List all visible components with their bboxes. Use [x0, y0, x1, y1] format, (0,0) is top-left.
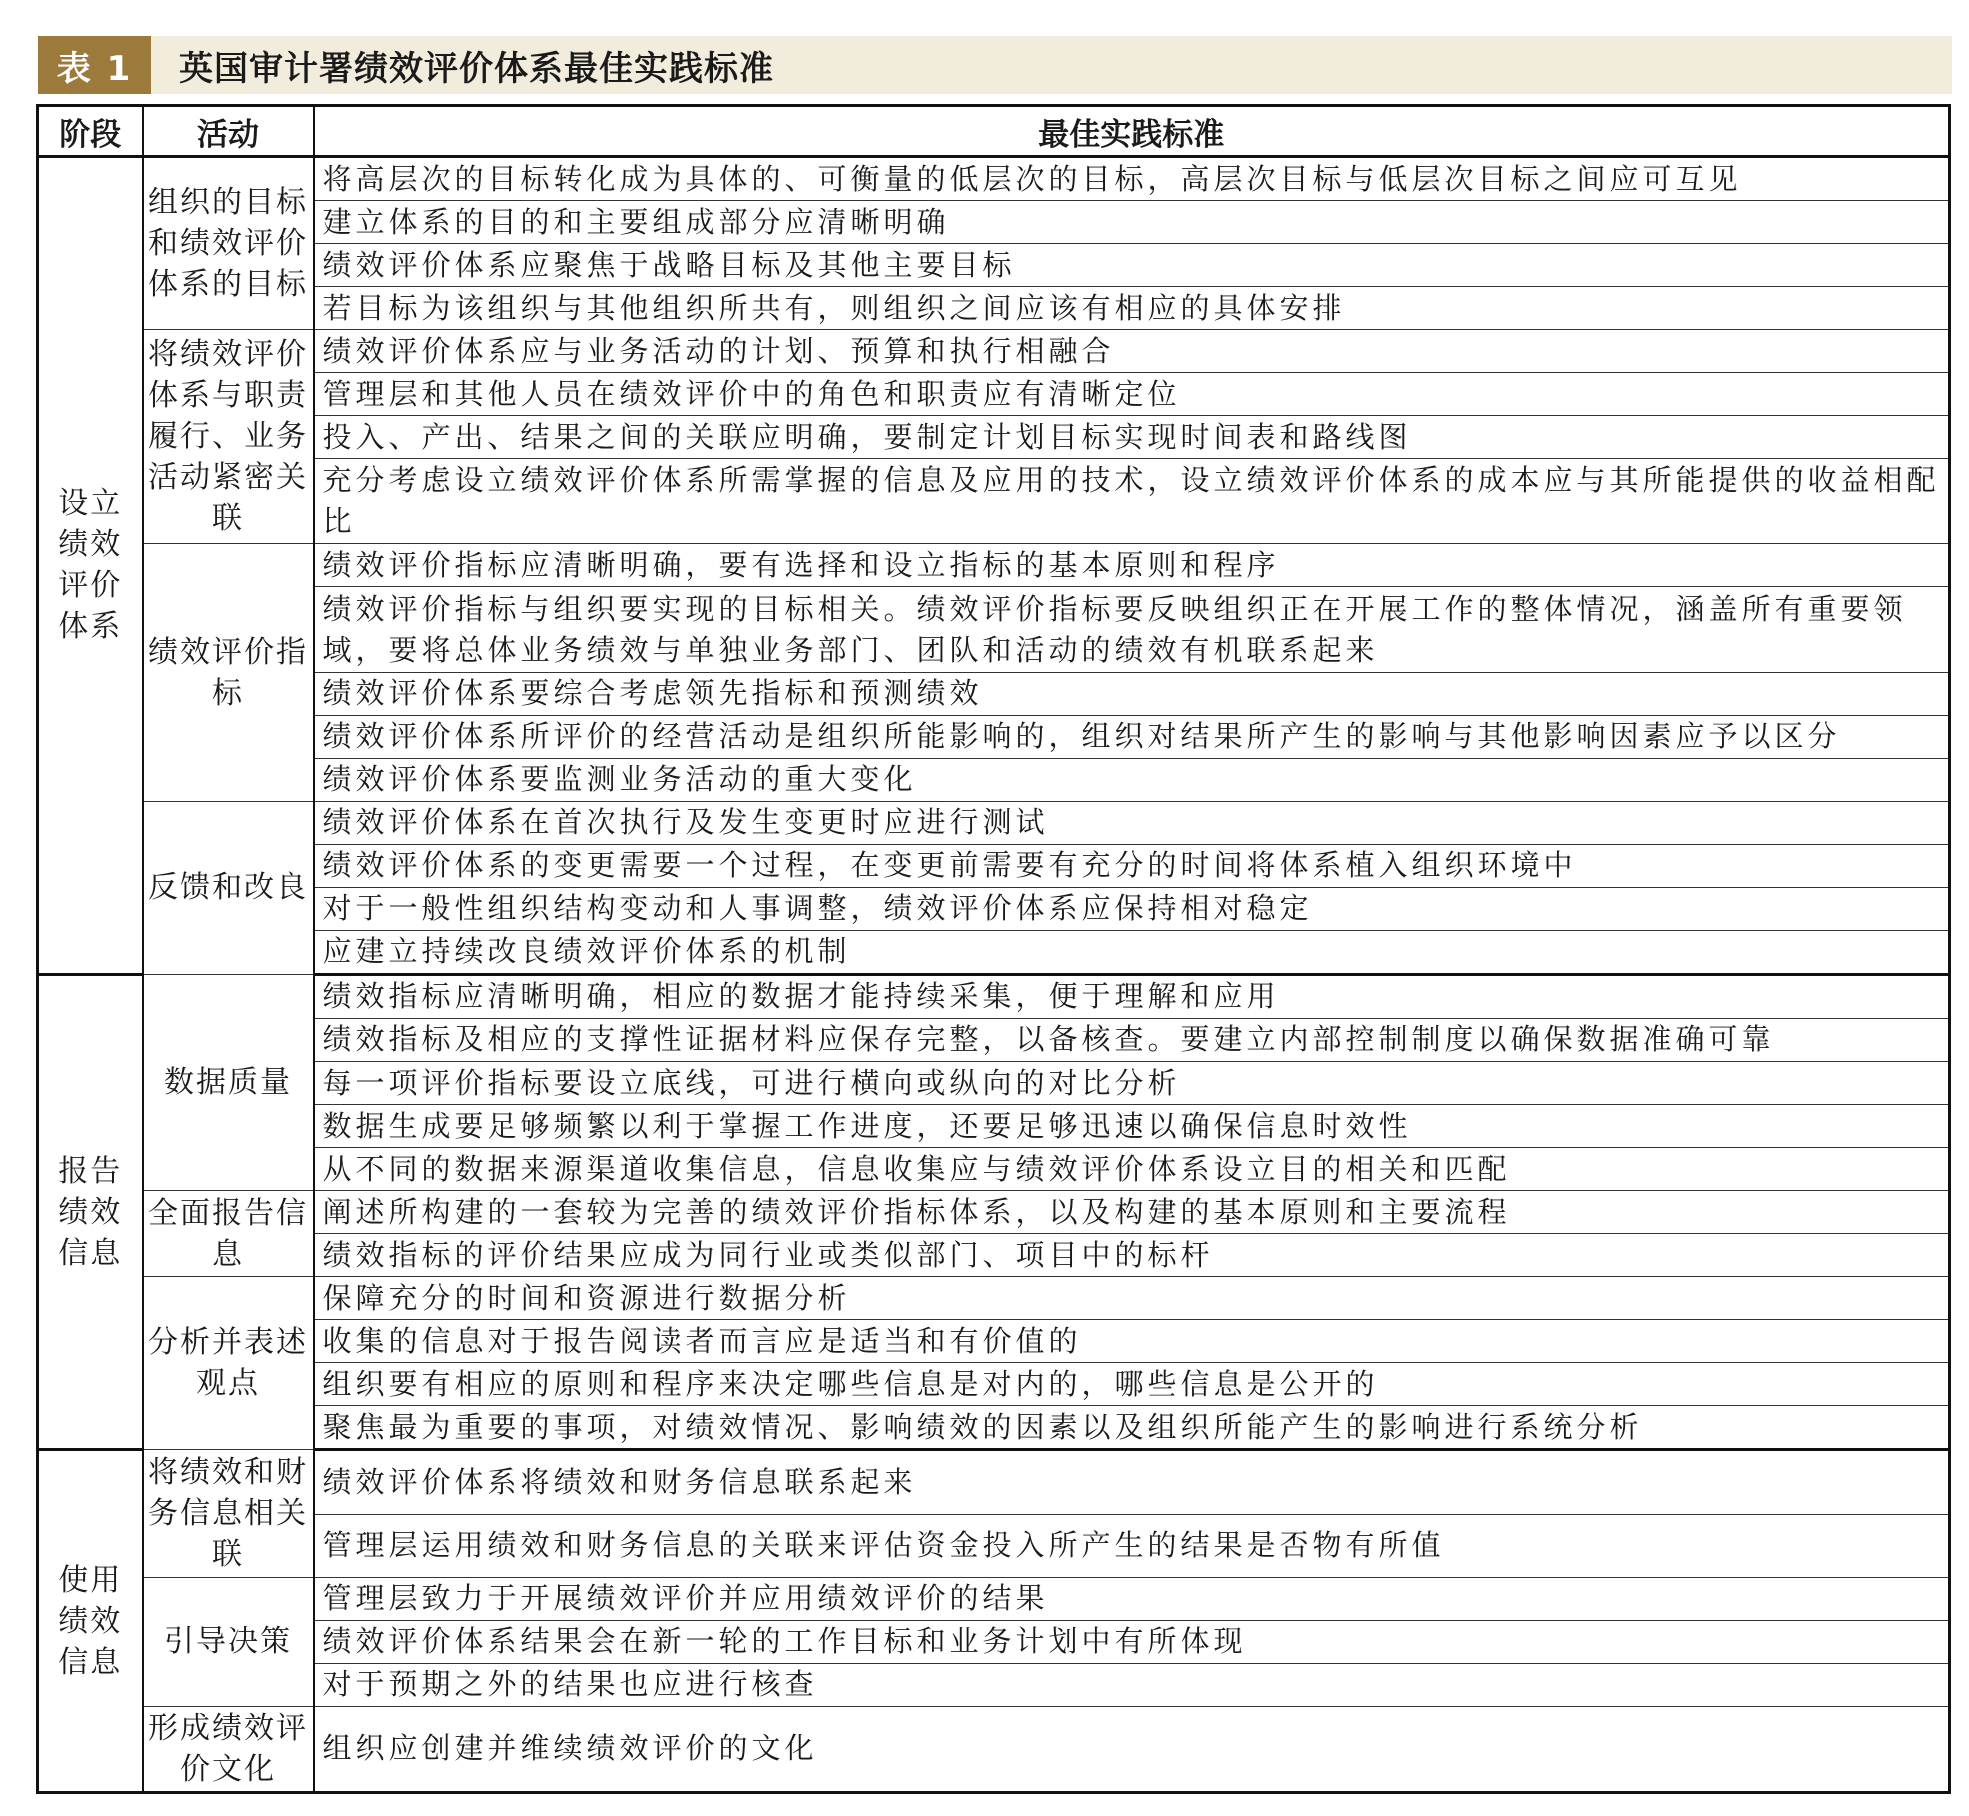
table-row [38, 758, 1950, 801]
standard-cell: 对于一般性组织结构变动和人事调整，绩效评价体系应保持相对稳定 [314, 887, 1950, 930]
standard-cell: 绩效评价体系在首次执行及发生变更时应进行测试 [314, 801, 1950, 844]
standard-cell: 数据生成要足够频繁以利于掌握工作进度，还要足够迅速以确保信息时效性 [314, 1105, 1950, 1148]
table-row [38, 844, 1950, 887]
standard-cell: 管理层和其他人员在绩效评价中的角色和职责应有清晰定位 [314, 373, 1950, 416]
table-row [38, 1363, 1950, 1406]
activity-cell: 数据质量 [143, 974, 314, 1190]
activity-cell: 分析并表述观点 [143, 1277, 314, 1450]
activity-cell: 绩效评价指标 [143, 544, 314, 801]
table-row [38, 1148, 1950, 1191]
table-row [38, 1620, 1950, 1663]
standard-cell: 绩效评价体系应聚焦于战略目标及其他主要目标 [314, 244, 1950, 287]
table-row [38, 1663, 1950, 1706]
activity-cell: 将绩效评价体系与职责履行、业务活动紧密关联 [143, 330, 314, 544]
table-row [38, 1191, 1950, 1234]
table-row [38, 1406, 1950, 1450]
table-row [38, 1514, 1950, 1577]
standard-cell: 绩效评价体系的变更需要一个过程，在变更前需要有充分的时间将体系植入组织环境中 [314, 844, 1950, 887]
standard-cell: 充分考虑设立绩效评价体系所需掌握的信息及应用的技术，设立绩效评价体系的成本应与其所能提供的收益相配比 [314, 459, 1950, 544]
table-row [38, 1105, 1950, 1148]
table-row [38, 887, 1950, 930]
stage-cell: 使用绩效信息 [38, 1450, 143, 1793]
table-row [38, 801, 1950, 844]
header-standard: 最佳实践标准 [314, 106, 1950, 157]
standard-cell: 投入、产出、结果之间的关联应明确，要制定计划目标实现时间表和路线图 [314, 416, 1950, 459]
standard-cell: 阐述所构建的一套较为完善的绩效评价指标体系，以及构建的基本原则和主要流程 [314, 1191, 1950, 1234]
standard-cell: 绩效指标的评价结果应成为同行业或类似部门、项目中的标杆 [314, 1234, 1950, 1277]
header-stage: 阶段 [38, 106, 143, 157]
standard-cell: 管理层运用绩效和财务信息的关联来评估资金投入所产生的结果是否物有所值 [314, 1514, 1950, 1577]
standard-cell: 绩效评价体系要综合考虑领先指标和预测绩效 [314, 672, 1950, 715]
table-row [38, 1062, 1950, 1105]
table-row [38, 459, 1950, 544]
standard-cell: 每一项评价指标要设立底线，可进行横向或纵向的对比分析 [314, 1062, 1950, 1105]
standard-cell: 绩效评价指标应清晰明确，要有选择和设立指标的基本原则和程序 [314, 544, 1950, 587]
standard-cell: 将高层次的目标转化成为具体的、可衡量的低层次的目标，高层次目标与低层次目标之间应可互见 [314, 157, 1950, 201]
table-title: 英国审计署绩效评价体系最佳实践标准 [179, 48, 774, 89]
standard-cell: 绩效评价体系要监测业务活动的重大变化 [314, 758, 1950, 801]
standard-cell: 绩效评价体系将绩效和财务信息联系起来 [314, 1450, 1950, 1514]
standard-cell: 绩效指标应清晰明确，相应的数据才能持续采集，便于理解和应用 [314, 974, 1950, 1018]
standard-cell: 若目标为该组织与其他组织所共有，则组织之间应该有相应的具体安排 [314, 287, 1950, 330]
table-row [38, 1320, 1950, 1363]
table-row [38, 201, 1950, 244]
table-row [38, 587, 1950, 672]
table-row [38, 1234, 1950, 1277]
table-row [38, 244, 1950, 287]
standard-cell: 绩效评价体系结果会在新一轮的工作目标和业务计划中有所体现 [314, 1620, 1950, 1663]
table-title-bar [38, 36, 1952, 94]
table-row [38, 157, 1950, 201]
standard-cell: 建立体系的目的和主要组成部分应清晰明确 [314, 201, 1950, 244]
table-row [38, 930, 1950, 974]
activity-cell: 引导决策 [143, 1577, 314, 1706]
activity-cell: 将绩效和财务信息相关联 [143, 1450, 314, 1577]
standard-cell: 组织要有相应的原则和程序来决定哪些信息是对内的，哪些信息是公开的 [314, 1363, 1950, 1406]
standard-cell: 绩效评价指标与组织要实现的目标相关。绩效评价指标要反映组织正在开展工作的整体情况，涵盖所有重要领域，要将总体业务绩效与单独业务部门、团队和活动的绩效有机联系起来 [314, 587, 1950, 672]
best-practice-table [36, 104, 1951, 1794]
stage-cell: 设立绩效评价体系 [38, 157, 143, 975]
table-row [38, 672, 1950, 715]
standard-cell: 管理层致力于开展绩效评价并应用绩效评价的结果 [314, 1577, 1950, 1620]
standard-cell: 收集的信息对于报告阅读者而言应是适当和有价值的 [314, 1320, 1950, 1363]
standard-cell: 保障充分的时间和资源进行数据分析 [314, 1277, 1950, 1320]
table-row [38, 287, 1950, 330]
stage-cell: 报告绩效信息 [38, 974, 143, 1450]
table-row [38, 974, 1950, 1018]
activity-cell: 组织的目标和绩效评价体系的目标 [143, 157, 314, 330]
standard-cell: 对于预期之外的结果也应进行核查 [314, 1663, 1950, 1706]
header-row [38, 106, 1950, 157]
standard-cell: 绩效指标及相应的支撑性证据材料应保存完整，以备核查。要建立内部控制制度以确保数据准确可靠 [314, 1018, 1950, 1061]
table-body [38, 157, 1950, 1793]
standard-cell: 绩效评价体系所评价的经营活动是组织所能影响的，组织对结果所产生的影响与其他影响因素应予以区分 [314, 715, 1950, 758]
activity-cell: 全面报告信息 [143, 1191, 314, 1277]
standard-cell: 绩效评价体系应与业务活动的计划、预算和执行相融合 [314, 330, 1950, 373]
table-number-badge: 表 1 [38, 36, 151, 94]
activity-cell: 形成绩效评价文化 [143, 1706, 314, 1792]
activity-cell: 反馈和改良 [143, 801, 314, 974]
table-row [38, 544, 1950, 587]
table-row [38, 715, 1950, 758]
header-activity: 活动 [143, 106, 314, 157]
table-row [38, 1450, 1950, 1514]
table-row [38, 373, 1950, 416]
table-row [38, 1277, 1950, 1320]
standard-cell: 组织应创建并维续绩效评价的文化 [314, 1706, 1950, 1792]
standard-cell: 应建立持续改良绩效评价体系的机制 [314, 930, 1950, 974]
table-row [38, 330, 1950, 373]
table-row [38, 1706, 1950, 1792]
standard-cell: 从不同的数据来源渠道收集信息，信息收集应与绩效评价体系设立目的相关和匹配 [314, 1148, 1950, 1191]
table-row [38, 1577, 1950, 1620]
table-row [38, 1018, 1950, 1061]
standard-cell: 聚焦最为重要的事项，对绩效情况、影响绩效的因素以及组织所能产生的影响进行系统分析 [314, 1406, 1950, 1450]
table-row [38, 416, 1950, 459]
